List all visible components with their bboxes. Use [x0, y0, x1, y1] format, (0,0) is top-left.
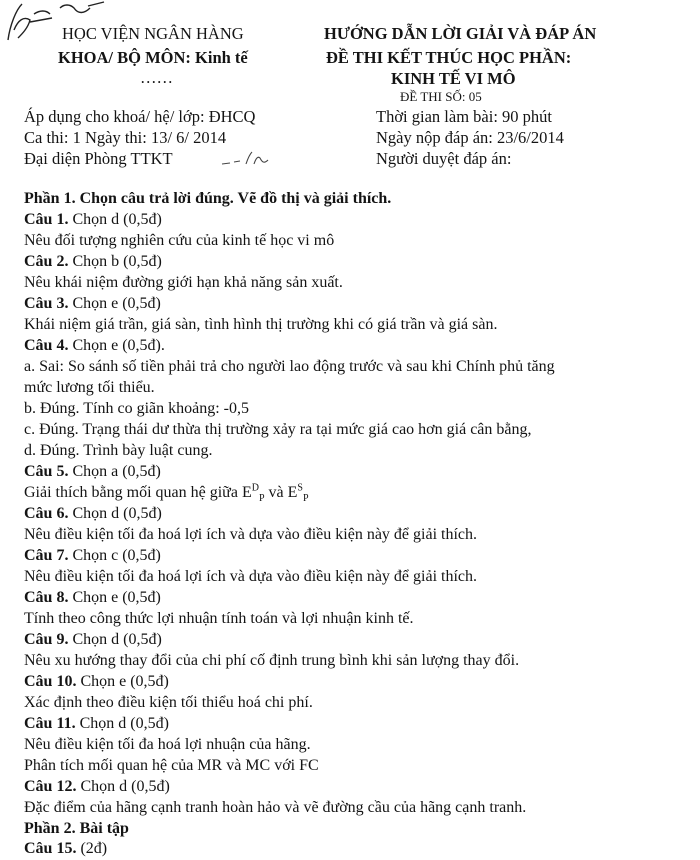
q15-answer: (2đ): [76, 840, 108, 857]
exam-number: ĐỀ THI SỐ: 05: [400, 89, 482, 104]
q3-label: Câu 3.: [24, 295, 69, 312]
q4-item-a-line2: mức lương tối thiểu.: [24, 379, 155, 396]
q7-label: Câu 7.: [24, 547, 69, 564]
part1-heading: Phần 1. Chọn câu trả lời đúng. Vẽ đồ thị và giải thích.: [24, 190, 392, 207]
q4-item-b: b. Đúng. Tính co giãn khoảng: -0,5: [24, 400, 250, 417]
part2-heading: Phần 2. Bài tập: [24, 820, 129, 837]
q5-sup-s: S: [297, 482, 303, 494]
q10-note: Xác định theo điều kiện tối thiểu hoá chi phí.: [24, 694, 313, 711]
doc-title-line1: HƯỚNG DẪN LỜI GIẢI VÀ ĐÁP ÁN: [324, 24, 597, 43]
q8-answer-line: [24, 589, 161, 607]
q11-note1: Nêu điều kiện tối đa hoá lợi nhuận của hãng.: [24, 736, 311, 753]
q3-answer-line: [24, 295, 161, 313]
q1-note: Nêu đối tượng nghiên cứu của kinh tế học vi mô: [24, 232, 335, 249]
session-and-date: Ca thi: 1 Ngày thi: 13/ 6/ 2014: [24, 128, 227, 147]
q6-label: Câu 6.: [24, 505, 69, 522]
q2-answer-line: [24, 253, 162, 271]
q8-answer: Chọn e (0,5đ): [68, 589, 161, 606]
q9-answer: Chọn d (0,5đ): [68, 631, 162, 648]
q4-answer: Chọn e (0,5đ).: [68, 337, 165, 354]
q10-label: Câu 10.: [24, 673, 77, 690]
q15-answer-line: [24, 840, 107, 858]
q7-note: Nêu điều kiện tối đa hoá lợi ích và dựa vào điều kiện này để giải thích.: [24, 568, 477, 585]
q4-item-c: c. Đúng. Trạng thái dư thừa thị trường xảy ra tại mức giá cao hơn giá cân bằng,: [24, 421, 532, 438]
q6-answer: Chọn d (0,5đ): [68, 505, 162, 522]
q7-answer: Chọn c (0,5đ): [68, 547, 161, 564]
q5-note-prefix: Giải thích bằng mối quan hệ giữa E: [24, 484, 252, 501]
approver: Người duyệt đáp án:: [376, 149, 512, 168]
q1-answer: Chọn d (0,5đ): [68, 211, 162, 228]
q5-answer-line: [24, 463, 161, 481]
exam-duration: Thời gian làm bài: 90 phút: [376, 107, 552, 126]
q1-label: Câu 1.: [24, 211, 69, 228]
q5-sub-p2: P: [302, 493, 309, 505]
q2-note: Nêu khái niệm đường giới hạn khả năng sản xuất.: [24, 274, 343, 291]
q4-label: Câu 4.: [24, 337, 69, 354]
q6-note: Nêu điều kiện tối đa hoá lợi ích và dựa vào điều kiện này để giải thích.: [24, 526, 477, 543]
q4-item-d: d. Đúng. Trình bày luật cung.: [24, 442, 213, 459]
department-representative: Đại diện Phòng TTKT: [24, 149, 173, 168]
q8-note: Tính theo công thức lợi nhuận tính toán và lợi nhuận kinh tế.: [24, 610, 414, 627]
q5-answer: Chọn a (0,5đ): [68, 463, 161, 480]
q3-answer: Chọn e (0,5đ): [68, 295, 161, 312]
faculty-name: KHOA/ BỘ MÔN: Kinh tế: [58, 48, 248, 67]
q12-answer: Chọn d (0,5đ): [76, 778, 170, 795]
q2-label: Câu 2.: [24, 253, 69, 270]
q5-label: Câu 5.: [24, 463, 69, 480]
submission-date: Ngày nộp đáp án: 23/6/2014: [376, 128, 564, 147]
q2-answer: Chọn b (0,5đ): [68, 253, 162, 270]
q9-note: Nêu xu hướng thay đổi của chi phí cố định trung bình khi sản lượng thay đổi.: [24, 652, 520, 669]
q11-note2: Phân tích mối quan hệ của MR và MC với FC: [24, 757, 319, 774]
q11-answer: Chọn d (0,5đ): [75, 715, 169, 732]
institution-name: HỌC VIỆN NGÂN HÀNG: [62, 24, 244, 43]
q11-label: Câu 11.: [24, 715, 76, 732]
q12-answer-line: [24, 778, 170, 796]
q4-answer-line: [24, 337, 165, 355]
applies-to: Áp dụng cho khoá/ hệ/ lớp: ĐHCQ: [24, 107, 256, 126]
q15-label: Câu 15.: [24, 840, 77, 857]
q12-note: Đặc điểm của hãng cạnh tranh hoàn hảo và vẽ đường cầu của hãng cạnh tranh.: [24, 799, 527, 816]
faculty-dots: ……: [140, 68, 173, 87]
subject-title: KINH TẾ VI MÔ: [391, 69, 516, 88]
q1-answer-line: [24, 211, 162, 229]
q3-note: Khái niệm giá trần, giá sàn, tình hình thị trường khi có giá trần và giá sàn.: [24, 316, 498, 333]
q7-answer-line: [24, 547, 161, 565]
q11-answer-line: [24, 715, 169, 733]
q10-answer: Chọn e (0,5đ): [76, 673, 169, 690]
q4-item-a-line1: a. Sai: So sánh số tiền phải trả cho người lao động trước và sau khi Chính phủ tăng: [24, 358, 555, 375]
handwritten-signature-rep: [220, 148, 280, 170]
q9-answer-line: [24, 631, 162, 649]
q8-label: Câu 8.: [24, 589, 69, 606]
q10-answer-line: [24, 673, 169, 691]
q6-answer-line: [24, 505, 162, 523]
q12-label: Câu 12.: [24, 778, 77, 795]
q9-label: Câu 9.: [24, 631, 69, 648]
q5-note-mid: và E: [264, 484, 298, 501]
q5-note: [24, 482, 309, 505]
q5-sub-p1: P: [258, 493, 265, 505]
q5-sup-d: D: [251, 482, 259, 494]
doc-title-line2: ĐỀ THI KẾT THÚC HỌC PHẦN:: [326, 48, 572, 67]
